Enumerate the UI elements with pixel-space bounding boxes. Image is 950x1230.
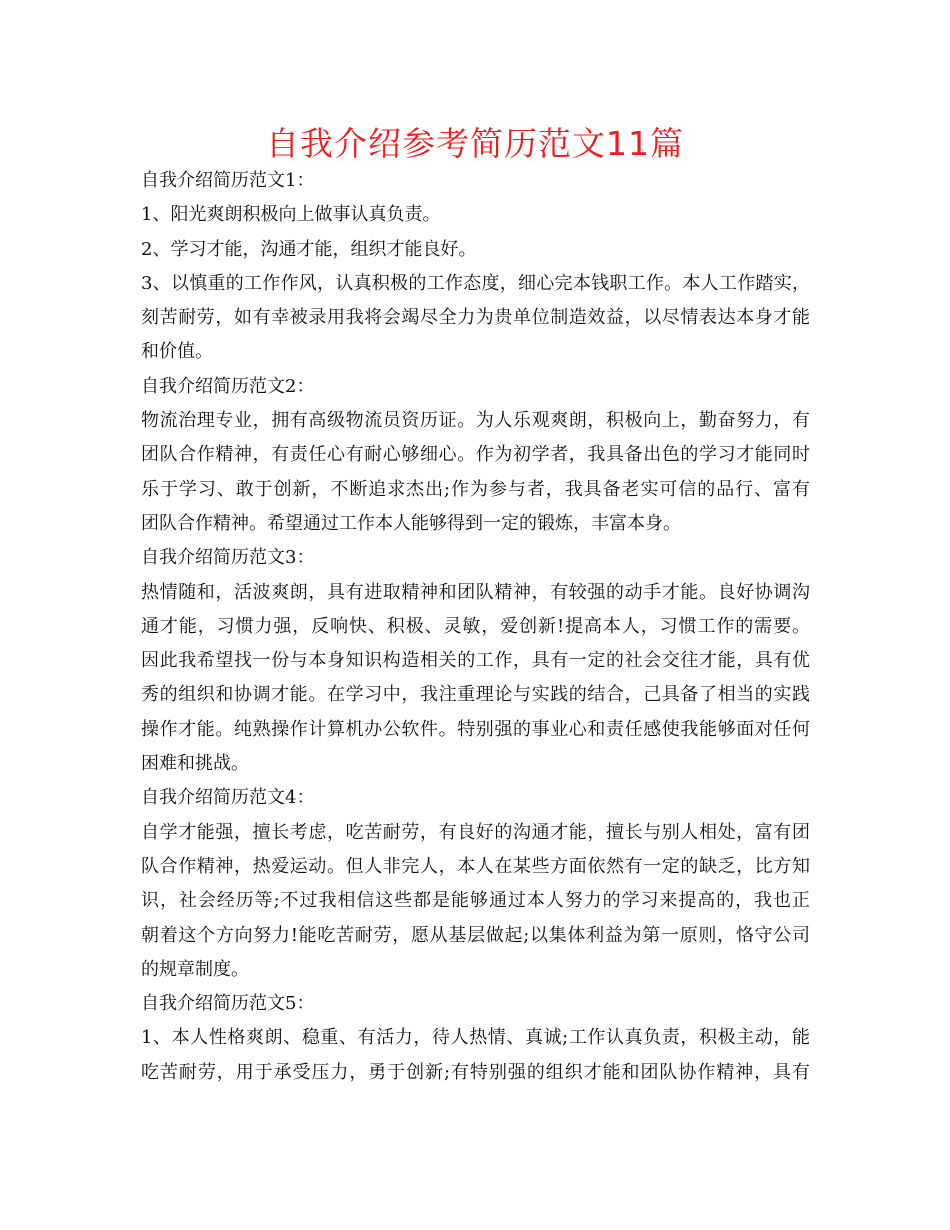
body-line: 秀的组织和协调才能。在学习中，我注重理论与实践的结合，己具备了相当的实践 [141, 684, 810, 706]
body-line: 物流治理专业，拥有高级物流员资历证。为人乐观爽朗，积极向上，勤奋努力，有 [141, 410, 810, 432]
body-line: 自我介绍简历范文4： [141, 787, 315, 809]
body-line: 自我介绍简历范文5： [141, 993, 315, 1015]
body-line: 因此我希望找一份与本身知识构造相关的工作，具有一定的社会交往才能，具有优 [141, 650, 810, 672]
body-line: 朝着这个方向努力!能吃苦耐劳，愿从基层做起;以集体利益为第一原则，恪守公司 [141, 924, 810, 946]
body-line: 通才能，习惯力强，反响快、积极、灵敏，爱创新!提高本人，习惯工作的需要。 [141, 615, 810, 637]
body-line: 2、学习才能，沟通才能，组织才能良好。 [141, 238, 477, 260]
body-line: 吃苦耐劳，用于承受压力，勇于创新;有特别强的组织才能和团队协作精神，具有 [141, 1061, 810, 1083]
body-line: 1、阳光爽朗积极向上做事认真负责。 [141, 204, 441, 226]
body-line: 热情随和，活波爽朗，具有进取精神和团队精神，有较强的动手才能。良好协调沟 [141, 581, 810, 603]
body-line: 自我介绍简历范文2： [141, 375, 315, 397]
body-line: 团队合作精神，有责任心有耐心够细心。作为初学者，我具备出色的学习才能同时 [141, 444, 810, 466]
body-line: 团队合作精神。希望通过工作本人能够得到一定的锻炼，丰富本身。 [141, 512, 681, 534]
body-line: 1、本人性格爽朗、稳重、有活力，待人热情、真诚;工作认真负责，积极主动，能 [141, 1027, 810, 1049]
body-line: 自我介绍简历范文3： [141, 547, 315, 569]
body-line: 的规章制度。 [141, 958, 249, 980]
body-line: 3、以慎重的工作作风，认真积极的工作态度，细心完本钱职工作。本人工作踏实， [141, 272, 810, 294]
body-line: 自我介绍简历范文1： [141, 170, 315, 191]
body-line: 自学才能强，擅长考虑，吃苦耐劳，有良好的沟通才能，擅长与别人相处，富有团 [141, 821, 810, 843]
body-line: 识，社会经历等;不过我相信这些都是能够通过本人努力的学习来提高的，我也正 [141, 890, 810, 912]
document-title: 自我介绍参考简历范文11篇 [266, 124, 684, 163]
body-line: 和价值。 [141, 341, 213, 363]
document-body [141, 166, 821, 1092]
body-line: 乐于学习、敢于创新，不断追求杰出;作为参与者，我具备老实可信的品行、富有 [141, 478, 810, 500]
body-line: 刻苦耐劳，如有幸被录用我将会竭尽全力为贵单位制造效益，以尽情表达本身才能 [141, 307, 810, 329]
body-line: 操作才能。纯熟操作计算机办公软件。特别强的事业心和责任感使我能够面对任何 [141, 718, 810, 740]
body-line: 队合作精神，热爱运动。但人非完人，本人在某些方面依然有一定的缺乏，比方知 [141, 855, 810, 877]
body-line: 困难和挑战。 [141, 753, 249, 775]
